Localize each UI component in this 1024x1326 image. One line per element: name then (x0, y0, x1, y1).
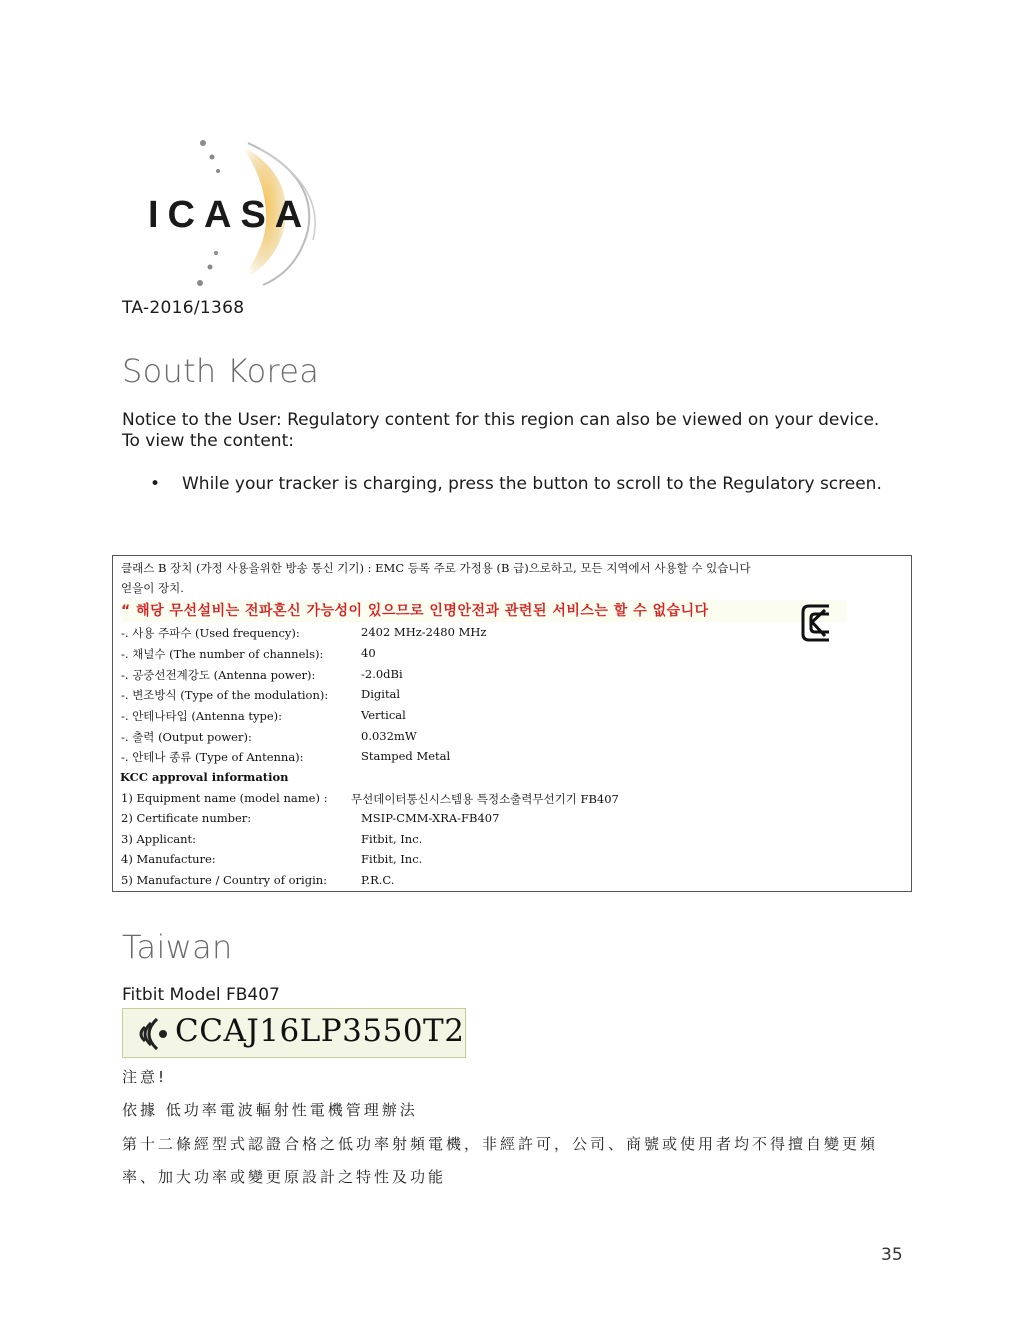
kc-mark-icon (799, 602, 833, 644)
spec-value: Digital (361, 687, 401, 701)
ncc-id: CCAJ16LP3550T2 (175, 1013, 465, 1049)
korea-regulatory-box (112, 555, 912, 892)
ncc-label-image (122, 1008, 466, 1058)
taiwan-notice-line-1: 注意! (122, 1068, 168, 1086)
spec-value: 0.032mW (361, 729, 417, 743)
spec-label: -. 안테나 종류 (Type of Antenna): (121, 750, 304, 764)
korea-notice: Notice to the User: Regulatory content for this region can also be viewed on your device. To view the content: (122, 410, 880, 451)
spec-label: -. 공중선전계강도 (Antenna power): (121, 668, 316, 682)
kcc-value: MSIP-CMM-XRA-FB407 (361, 811, 500, 825)
bullet-text: While your tracker is charging, press the button to scroll to the Regulatory screen. (182, 474, 882, 494)
kcc-value: 무선데이터통신시스템용 특정소출력무선기기 FB407 (351, 792, 619, 806)
spec-value: -2.0dBi (361, 667, 403, 681)
section-heading-taiwan: Taiwan (122, 928, 233, 966)
kcc-value: Fitbit, Inc. (361, 852, 423, 866)
taiwan-notice-line-3: 第十二條經型式認證合格之低功率射頻電機，非經許可，公司、商號或使用者均不得擅自變更頻 (122, 1135, 879, 1153)
spec-value: Vertical (361, 708, 406, 722)
spec-value: 2402 MHz-2480 MHz (361, 625, 487, 639)
certificate-number: TA-2016/1368 (122, 298, 245, 318)
page-number: 35 (881, 1245, 903, 1265)
box-intro-line-1: 클래스 B 장치 (가정 사용을위한 방송 통신 기기) : EMC 등록 주로 가정용 (B 급)으로하고, 모든 지역에서 사용할 수 있습니다 (121, 561, 751, 575)
spec-label: -. 안테나타입 (Antenna type): (121, 709, 282, 723)
korea-warning-banner: “ 해당 무선설비는 전파혼신 가능성이 있으므로 인명안전과 관련된 서비스는 할 수 없습니다 (121, 600, 847, 622)
kcc-title: KCC approval information (120, 770, 289, 784)
spec-label: -. 변조방식 (Type of the modulation): (121, 688, 329, 702)
spec-label: -. 채널수 (The number of channels): (121, 647, 324, 661)
icasa-wordmark: ICASA (148, 194, 312, 236)
spec-label: -. 사용 주파수 (Used frequency): (121, 626, 300, 640)
taiwan-notice-line-2: 依據 低功率電波輻射性電機管理辦法 (122, 1101, 418, 1119)
bullet-icon: • (150, 474, 161, 494)
kcc-label: 2) Certificate number: (121, 811, 252, 825)
kcc-label: 5) Manufacture / Country of origin: (121, 873, 328, 887)
kcc-label: 1) Equipment name (model name) : (121, 791, 328, 805)
section-heading-south-korea: South Korea (122, 352, 320, 390)
spec-value: Stamped Metal (361, 749, 451, 763)
ncc-wave-icon (127, 1015, 173, 1053)
kcc-label: 4) Manufacture: (121, 852, 216, 866)
taiwan-notice-line-4: 率、加大功率或變更原設計之特性及功能 (122, 1168, 447, 1186)
box-intro-line-2: 얻을이 장치. (121, 581, 184, 595)
spec-value: 40 (361, 646, 376, 660)
kcc-value: P.R.C. (361, 873, 395, 887)
spec-label: -. 출력 (Output power): (121, 730, 252, 744)
icasa-logo (148, 135, 338, 287)
kcc-label: 3) Applicant: (121, 832, 197, 846)
taiwan-model: Fitbit Model FB407 (122, 985, 280, 1005)
kcc-value: Fitbit, Inc. (361, 832, 423, 846)
